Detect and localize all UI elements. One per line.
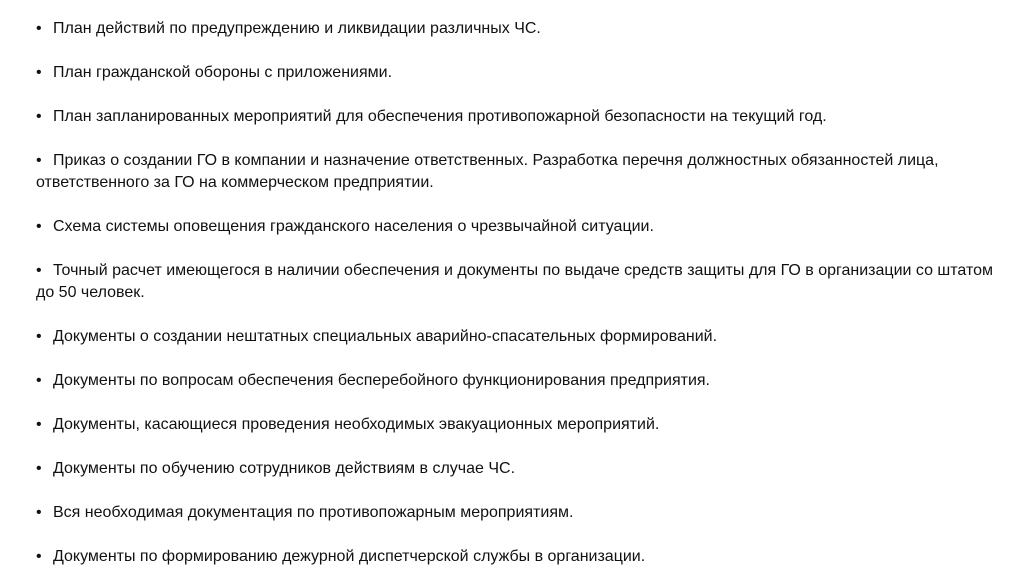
list-item-text: Документы по обучению сотрудников действиям в случае ЧС. (53, 460, 516, 477)
bullet-icon: • (36, 372, 42, 389)
list-item-text: Документы по вопросам обеспечения бесперебойного функционирования предприятия. (53, 372, 710, 389)
bullet-icon: • (36, 328, 42, 345)
list-item (36, 150, 996, 194)
bullet-icon: • (36, 108, 42, 125)
list-item-text: Документы, касающиеся проведения необходимых эвакуационных мероприятий. (53, 416, 660, 433)
bullet-icon: • (36, 218, 42, 235)
list-item (36, 106, 996, 128)
list-item (36, 216, 996, 238)
bullet-icon: • (36, 460, 42, 477)
bullet-icon: • (36, 152, 42, 169)
bullet-icon: • (36, 262, 42, 279)
list-item-text: План действий по предупреждению и ликвидации различных ЧС. (53, 20, 541, 37)
document-list (36, 18, 996, 568)
list-item-text: Точный расчет имеющегося в наличии обеспечения и документы по выдаче средств защиты для ГО в организации со штатом до 50 человек. (36, 262, 993, 301)
list-item (36, 62, 996, 84)
list-item (36, 502, 996, 524)
bullet-icon: • (36, 548, 42, 565)
list-item-text: Документы по формированию дежурной диспетчерской службы в организации. (53, 548, 646, 565)
list-item-text: Схема системы оповещения гражданского населения о чрезвычайной ситуации. (53, 218, 654, 235)
list-item-text: План гражданской обороны с приложениями. (53, 64, 393, 81)
bullet-icon: • (36, 64, 42, 81)
list-item (36, 370, 996, 392)
bullet-icon: • (36, 416, 42, 433)
bullet-icon: • (36, 504, 42, 521)
list-item (36, 18, 996, 40)
list-item-text: Приказ о создании ГО в компании и назначение ответственных. Разработка перечня должностных обязанностей лица, ответственного за ГО на коммерческом предприятии. (36, 152, 939, 191)
list-item (36, 546, 996, 568)
list-item (36, 458, 996, 480)
list-item-text: Вся необходимая документация по противопожарным мероприятиям. (53, 504, 574, 521)
list-item (36, 414, 996, 436)
list-item-text: План запланированных мероприятий для обеспечения противопожарной безопасности на текущий год. (53, 108, 827, 125)
list-item (36, 260, 996, 304)
list-item-text: Документы о создании нештатных специальных аварийно-спасательных формирований. (53, 328, 718, 345)
bullet-icon: • (36, 20, 42, 37)
list-item (36, 326, 996, 348)
